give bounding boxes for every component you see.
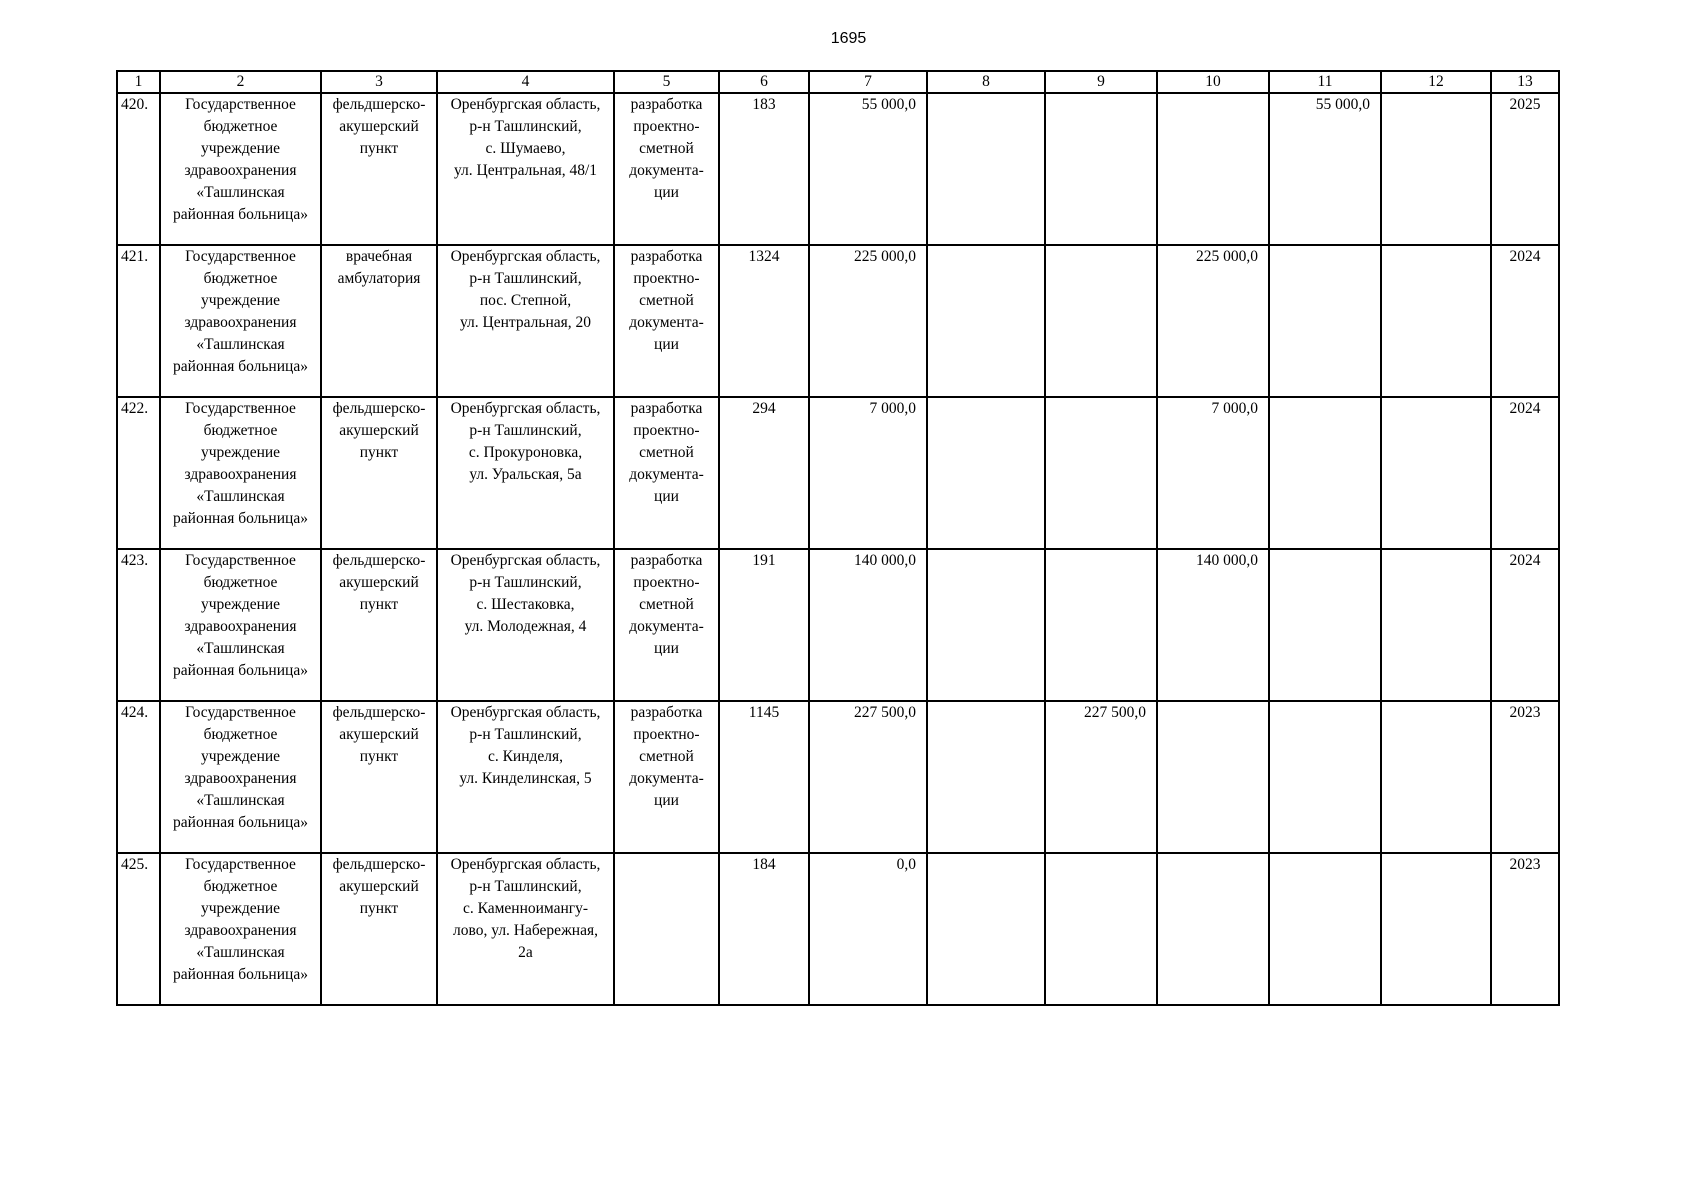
col9-cell	[1045, 853, 1157, 1005]
address-cell	[437, 701, 614, 853]
institution-cell-line: Государственное	[185, 552, 296, 569]
address-cell	[437, 549, 614, 701]
column-header: 3	[321, 71, 437, 93]
institution-cell-line: «Ташлинская	[196, 184, 285, 201]
address-cell-line: с. Кинделя,	[487, 748, 564, 765]
institution-cell-line: здравоохранения	[184, 770, 297, 787]
col8-cell	[927, 93, 1045, 245]
address-cell-line: р-н Ташлинский,	[469, 118, 582, 135]
institution-cell-line: учреждение	[200, 292, 281, 309]
col9-cell	[1045, 245, 1157, 397]
col6-cell: 183	[719, 93, 809, 245]
row-number-cell: 420.	[117, 93, 160, 245]
work-cell-line: документа-	[629, 618, 704, 635]
institution-cell-line: бюджетное	[203, 270, 278, 287]
col9-cell	[1045, 397, 1157, 549]
col10-cell	[1157, 701, 1269, 853]
address-cell-line: ул. Центральная, 48/1	[453, 162, 598, 179]
institution-cell-line: «Ташлинская	[196, 640, 285, 657]
work-cell-line: сметной	[639, 748, 694, 765]
address-cell-line: Оренбургская область,	[450, 96, 601, 113]
object-type-cell	[321, 549, 437, 701]
institution-cell	[160, 397, 321, 549]
col13-cell: 2024	[1491, 397, 1559, 549]
col7-cell: 7 000,0	[809, 397, 927, 549]
col10-cell	[1157, 93, 1269, 245]
address-cell	[437, 93, 614, 245]
institution-cell-line: здравоохранения	[184, 314, 297, 331]
address-cell	[437, 853, 614, 1005]
col12-cell	[1381, 93, 1491, 245]
work-cell-line: разработка	[630, 704, 703, 721]
col13-cell: 2024	[1491, 549, 1559, 701]
address-cell-line: с. Шестаковка,	[476, 596, 575, 613]
col11-cell	[1269, 853, 1381, 1005]
object-type-cell-line: пункт	[359, 140, 399, 157]
col6-cell: 1145	[719, 701, 809, 853]
object-type-cell-line: фельдшерско-	[332, 400, 426, 417]
work-cell-line: разработка	[630, 96, 703, 113]
col13-cell: 2024	[1491, 245, 1559, 397]
institution-cell-line: здравоохранения	[184, 466, 297, 483]
institution-cell-line: бюджетное	[203, 574, 278, 591]
address-cell-line: с. Шумаево,	[485, 140, 566, 157]
object-type-cell-line: амбулатория	[337, 270, 421, 287]
work-cell-line: ции	[654, 184, 679, 201]
institution-cell-line: учреждение	[200, 748, 281, 765]
column-header: 8	[927, 71, 1045, 93]
row-number-cell: 425.	[117, 853, 160, 1005]
address-cell-line: ул. Центральная, 20	[459, 314, 591, 331]
address-cell-line: ул. Молодежная, 4	[464, 618, 587, 635]
work-cell-line: документа-	[629, 466, 704, 483]
institution-cell-line: бюджетное	[203, 118, 278, 135]
table-body	[117, 93, 1559, 1005]
institution-cell-line: здравоохранения	[184, 922, 297, 939]
work-cell-line: разработка	[630, 552, 703, 569]
row-number-cell: 422.	[117, 397, 160, 549]
column-header: 6	[719, 71, 809, 93]
institution-cell-line: «Ташлинская	[196, 944, 285, 961]
institution-cell-line: «Ташлинская	[196, 336, 285, 353]
col8-cell	[927, 701, 1045, 853]
table-row	[117, 245, 1559, 397]
institution-cell-line: здравоохранения	[184, 162, 297, 179]
table-row	[117, 853, 1559, 1005]
work-cell-line: разработка	[630, 400, 703, 417]
institution-cell-line: районная больница»	[173, 206, 308, 223]
object-type-cell-line: фельдшерско-	[332, 552, 426, 569]
table-row	[117, 397, 1559, 549]
work-cell-line: сметной	[639, 596, 694, 613]
institution-cell	[160, 701, 321, 853]
institution-cell-line: бюджетное	[203, 878, 278, 895]
row-number-cell: 424.	[117, 701, 160, 853]
column-header: 9	[1045, 71, 1157, 93]
object-type-cell-line: пункт	[359, 596, 399, 613]
object-type-cell-line: пункт	[359, 900, 399, 917]
page-number: 1695	[830, 30, 867, 47]
institution-cell-line: Государственное	[185, 400, 296, 417]
object-type-cell-line: акушерский	[339, 574, 419, 591]
institution-cell	[160, 245, 321, 397]
object-type-cell	[321, 93, 437, 245]
work-cell-line: документа-	[629, 314, 704, 331]
address-cell-line: р-н Ташлинский,	[469, 422, 582, 439]
institution-cell-line: бюджетное	[203, 422, 278, 439]
institution-cell-line: Государственное	[185, 248, 296, 265]
col11-cell	[1269, 245, 1381, 397]
address-cell-line: пос. Степной,	[479, 292, 572, 309]
work-cell	[614, 93, 719, 245]
object-type-cell-line: врачебная	[345, 248, 413, 265]
col12-cell	[1381, 853, 1491, 1005]
object-type-cell-line: акушерский	[339, 878, 419, 895]
work-cell-line: проектно-	[633, 270, 700, 287]
col6-cell: 191	[719, 549, 809, 701]
address-cell-line: Оренбургская область,	[450, 856, 601, 873]
address-cell-line: Оренбургская область,	[450, 400, 601, 417]
work-cell	[614, 549, 719, 701]
object-type-cell-line: фельдшерско-	[332, 96, 426, 113]
institution-cell-line: районная больница»	[173, 662, 308, 679]
col10-cell: 7 000,0	[1157, 397, 1269, 549]
work-cell-line: ции	[654, 488, 679, 505]
object-type-cell-line: фельдшерско-	[332, 704, 426, 721]
institution-cell-line: районная больница»	[173, 814, 308, 831]
column-header: 10	[1157, 71, 1269, 93]
col7-cell: 227 500,0	[809, 701, 927, 853]
column-header: 7	[809, 71, 927, 93]
address-cell-line: р-н Ташлинский,	[469, 726, 582, 743]
column-header: 4	[437, 71, 614, 93]
col12-cell	[1381, 397, 1491, 549]
column-header: 1	[117, 71, 160, 93]
work-cell-line: сметной	[639, 140, 694, 157]
col10-cell: 140 000,0	[1157, 549, 1269, 701]
institution-cell	[160, 93, 321, 245]
address-cell-line: 2а	[518, 944, 533, 961]
address-cell	[437, 245, 614, 397]
col9-cell: 227 500,0	[1045, 701, 1157, 853]
institution-cell-line: учреждение	[200, 596, 281, 613]
object-type-cell-line: пункт	[359, 444, 399, 461]
col12-cell	[1381, 549, 1491, 701]
object-type-cell-line: фельдшерско-	[332, 856, 426, 873]
work-cell	[614, 701, 719, 853]
col7-cell: 225 000,0	[809, 245, 927, 397]
col8-cell	[927, 549, 1045, 701]
col8-cell	[927, 245, 1045, 397]
col12-cell	[1381, 245, 1491, 397]
object-type-cell	[321, 245, 437, 397]
object-type-cell	[321, 701, 437, 853]
col12-cell	[1381, 701, 1491, 853]
institution-cell-line: Государственное	[185, 96, 296, 113]
col7-cell: 55 000,0	[809, 93, 927, 245]
col13-cell: 2023	[1491, 701, 1559, 853]
institution-cell-line: здравоохранения	[184, 618, 297, 635]
work-cell-line: проектно-	[633, 726, 700, 743]
address-cell-line: р-н Ташлинский,	[469, 270, 582, 287]
address-cell	[437, 397, 614, 549]
address-cell-line: р-н Ташлинский,	[469, 878, 582, 895]
object-type-cell-line: акушерский	[339, 118, 419, 135]
institution-cell-line: учреждение	[200, 900, 281, 917]
object-type-cell-line: акушерский	[339, 422, 419, 439]
object-type-cell-line: пункт	[359, 748, 399, 765]
column-header: 11	[1269, 71, 1381, 93]
col10-cell	[1157, 853, 1269, 1005]
column-header: 12	[1381, 71, 1491, 93]
work-cell-line: проектно-	[633, 118, 700, 135]
column-header: 13	[1491, 71, 1559, 93]
institution-cell	[160, 853, 321, 1005]
column-header: 2	[160, 71, 321, 93]
work-cell-line: проектно-	[633, 422, 700, 439]
col6-cell: 1324	[719, 245, 809, 397]
col9-cell	[1045, 93, 1157, 245]
institution-cell-line: бюджетное	[203, 726, 278, 743]
institution-cell-line: районная больница»	[173, 966, 308, 983]
table-row	[117, 549, 1559, 701]
address-cell-line: р-н Ташлинский,	[469, 574, 582, 591]
work-cell	[614, 397, 719, 549]
column-header: 5	[614, 71, 719, 93]
column-number-row	[117, 71, 1559, 93]
institution-cell-line: учреждение	[200, 140, 281, 157]
institution-cell-line: учреждение	[200, 444, 281, 461]
col11-cell	[1269, 701, 1381, 853]
institution-cell-line: районная больница»	[173, 510, 308, 527]
col8-cell	[927, 397, 1045, 549]
col9-cell	[1045, 549, 1157, 701]
col10-cell: 225 000,0	[1157, 245, 1269, 397]
work-cell-line: ции	[654, 640, 679, 657]
col6-cell: 184	[719, 853, 809, 1005]
col11-cell	[1269, 549, 1381, 701]
work-cell	[614, 245, 719, 397]
col13-cell: 2025	[1491, 93, 1559, 245]
col8-cell	[927, 853, 1045, 1005]
object-type-cell	[321, 853, 437, 1005]
address-cell-line: с. Прокуроновка,	[468, 444, 583, 461]
institution-cell	[160, 549, 321, 701]
institution-cell-line: Государственное	[185, 856, 296, 873]
work-cell-line: сметной	[639, 444, 694, 461]
col6-cell: 294	[719, 397, 809, 549]
address-cell-line: ул. Уральская, 5а	[469, 466, 582, 483]
address-cell-line: Оренбургская область,	[450, 704, 601, 721]
object-type-cell	[321, 397, 437, 549]
register-table	[116, 70, 1560, 1006]
col13-cell: 2023	[1491, 853, 1559, 1005]
col11-cell	[1269, 397, 1381, 549]
address-cell-line: лово, ул. Набережная,	[453, 922, 598, 939]
work-cell-line: проектно-	[633, 574, 700, 591]
work-cell-line: документа-	[629, 770, 704, 787]
col7-cell: 140 000,0	[809, 549, 927, 701]
institution-cell-line: Государственное	[185, 704, 296, 721]
institution-cell-line: «Ташлинская	[196, 488, 285, 505]
address-cell-line: с. Каменноимангу-	[462, 900, 589, 917]
work-cell-line: ции	[654, 336, 679, 353]
col11-cell: 55 000,0	[1269, 93, 1381, 245]
row-number-cell: 423.	[117, 549, 160, 701]
institution-cell-line: «Ташлинская	[196, 792, 285, 809]
work-cell-line: документа-	[629, 162, 704, 179]
work-cell-line: сметной	[639, 292, 694, 309]
work-cell-line: ции	[654, 792, 679, 809]
address-cell-line: Оренбургская область,	[450, 552, 601, 569]
address-cell-line: Оренбургская область,	[450, 248, 601, 265]
object-type-cell-line: акушерский	[339, 726, 419, 743]
address-cell-line: ул. Кинделинская, 5	[459, 770, 592, 787]
row-number-cell: 421.	[117, 245, 160, 397]
work-cell-line: разработка	[630, 248, 703, 265]
table-row	[117, 701, 1559, 853]
institution-cell-line: районная больница»	[173, 358, 308, 375]
table-row	[117, 93, 1559, 245]
col7-cell: 0,0	[809, 853, 927, 1005]
work-cell	[614, 853, 719, 1005]
